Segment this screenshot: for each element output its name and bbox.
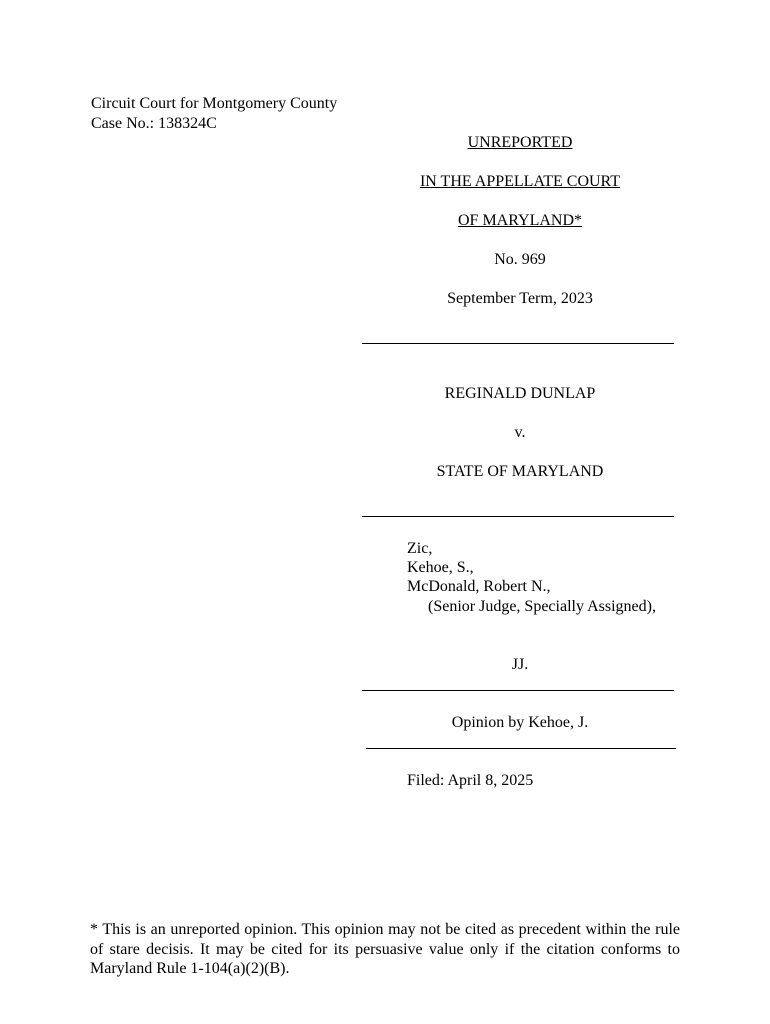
unreported-label: UNREPORTED [467, 134, 573, 151]
opinion-author: Opinion by Kehoe, J. [451, 714, 589, 731]
docket-number: No. 969 [494, 251, 546, 268]
judge-name: Zic, [407, 540, 433, 557]
case-number: Case No.: 138324C [91, 115, 217, 132]
versus-label: v. [514, 424, 526, 441]
filed-date: Filed: April 8, 2025 [407, 772, 534, 789]
unreported-opinion-footnote: * This is an unreported opinion. This opinion may not be cited as precedent within the rule of stare decisis. It may be cited for its persuasive value only if the citation conforms to Maryland Rule 1-104(a)(2)(B). [90, 921, 680, 977]
divider-rule [362, 516, 674, 517]
judge-name: McDonald, Robert N., [407, 578, 551, 595]
term: September Term, 2023 [447, 290, 593, 307]
divider-rule [362, 343, 674, 344]
appellee-name: STATE OF MARYLAND [436, 463, 604, 480]
divider-rule [362, 690, 674, 691]
court-name-line2: OF MARYLAND* [457, 212, 582, 229]
divider-rule [366, 748, 676, 749]
judge-name: Kehoe, S., [407, 559, 474, 576]
court-name-line1: IN THE APPELLATE COURT [419, 173, 621, 190]
appellant-name: REGINALD DUNLAP [444, 385, 596, 402]
lower-court-name: Circuit Court for Montgomery County [91, 95, 338, 112]
judge-assignment-note: (Senior Judge, Specially Assigned), [428, 598, 656, 615]
judges-suffix: JJ. [511, 656, 529, 673]
